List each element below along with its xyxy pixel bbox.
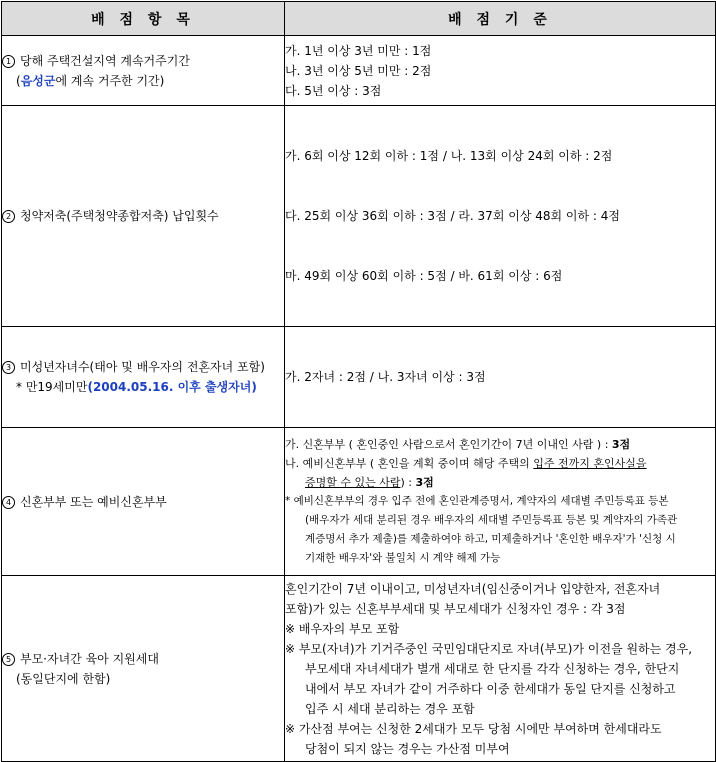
header-criteria: 배 점 기 준: [285, 2, 716, 36]
criteria-line: 입주 시 세대 분리하는 경우 포함: [305, 701, 475, 716]
newlywed-score: 3점: [611, 438, 631, 451]
row5-criteria: [285, 576, 716, 762]
row4-item: [2, 428, 285, 576]
row4-item-line1: 신혼부부 또는 예비신혼부부: [20, 494, 167, 509]
region-name: 음성군: [20, 73, 56, 88]
row3-criteria: [285, 327, 716, 428]
table-row: [2, 106, 716, 327]
criteria-line: 당첨이 되지 않는 경우는 가산점 미부여: [305, 741, 510, 756]
criteria-line: 나. 3년 이상 5년 미만 : 2점: [285, 63, 432, 78]
row2-criteria: [285, 106, 716, 327]
row2-item: [2, 106, 285, 327]
row3-item-line2-prefix: * 만19세미만: [16, 380, 88, 394]
newlywed-criteria: 가. 신혼부부 ( 혼인중인 사람으로서 혼인기간이 7년 이내인 사람 ) :: [285, 438, 612, 451]
num-badge: 4: [2, 496, 15, 509]
criteria-line: 가. 6회 이상 12회 이하 : 1점 / 나. 13회 이상 24회 이하 : 2점: [285, 149, 613, 163]
row1-item-line2-suffix: 에 계속 거주한 기간): [55, 73, 165, 88]
criteria-line: ※ 배우자의 부모 포함: [285, 621, 400, 636]
table-row: [2, 428, 716, 576]
prospective-condition-part2: 증명할 수 있는 사람: [305, 476, 401, 489]
criteria-line: 다. 25회 이상 36회 이하 : 3점 / 라. 37회 이상 48회 이하 : 4점: [285, 209, 620, 223]
row1-criteria: [285, 36, 716, 106]
row3-item: [2, 327, 285, 428]
criteria-line: 내에서 부모 자녀가 같이 거주하다 이중 한세대가 동일 단지를 신청하고: [305, 681, 676, 696]
row1-paren-open: (: [16, 73, 21, 88]
row5-item: [2, 576, 285, 762]
row3-item-line1: 미성년자녀수(태아 및 배우자의 전혼자녀 포함): [20, 360, 265, 374]
row1-item: [2, 36, 285, 106]
num-badge: 3: [2, 361, 15, 374]
num-badge: 1: [2, 55, 15, 68]
criteria-line: 다. 5년 이상 : 3점: [285, 83, 382, 98]
criteria-line: 가. 1년 이상 3년 미만 : 1점: [285, 43, 432, 58]
row2-item-line1: 청약저축(주택청약종합저축) 납입횟수: [20, 209, 219, 223]
num-badge: 2: [2, 210, 15, 223]
row5-item-line1: 부모·자녀간 육아 지원세대: [20, 651, 159, 666]
prospective-condition-part1: 입주 전까지 혼인사실을: [533, 457, 647, 470]
note-line: 기재한 배우자'와 불일치 시 계약 해제 가능: [305, 552, 501, 564]
criteria-line: 마. 49회 이상 60회 이하 : 5점 / 바. 61회 이상 : 6점: [285, 269, 563, 283]
scoring-table: [1, 1, 716, 762]
criteria-line: 포함)가 있는 신혼부부세대 및 부모세대가 신청자인 경우 : 각 3점: [285, 601, 626, 616]
criteria-line: 부모세대 자녀세대가 별개 세대로 한 단지를 각각 신청하는 경우, 한단지: [305, 661, 680, 676]
num-badge: 5: [2, 653, 15, 666]
table-header-row: [2, 2, 716, 36]
prospective-colon: ) :: [400, 476, 416, 489]
criteria-line: 가. 2자녀 : 2점 / 나. 3자녀 이상 : 3점: [285, 370, 486, 384]
table-row: [2, 576, 716, 762]
prospective-criteria: 나. 예비신혼부부 ( 혼인을 계획 중이며 해당 주택의: [285, 457, 534, 470]
criteria-line: 혼인기간이 7년 이내이고, 미성년자녀(임신중이거나 입양한자, 전혼자녀: [285, 581, 661, 596]
prospective-score: 3점: [415, 476, 434, 489]
birth-date-cutoff: (2004.05.16. 이후 출생자녀): [87, 380, 257, 394]
note-line: 계증명서 추가 제출)를 제출하여야 하고, 미제출하거나 '혼인한 배우자'가 '신청 시: [305, 533, 676, 545]
criteria-line: ※ 가산점 부여는 신청한 2세대가 모두 당첨 시에만 부여하며 한세대라도: [285, 721, 662, 736]
note-line: * 예비신혼부부의 경우 입주 전에 혼인관계증명서, 계약자의 세대별 주민등록표 등본: [285, 495, 669, 507]
criteria-line: ※ 부모(자녀)가 기거주중인 국민임대단지로 자녀(부모)가 이전을 원하는 경우,: [285, 641, 693, 656]
header-item: 배 점 항 목: [2, 2, 285, 36]
row5-item-line2: (동일단지에 한함): [16, 671, 111, 686]
note-line: (배우자가 세대 분리된 경우 배우자의 세대별 주민등록표 등본 및 계약자의 가족관: [305, 514, 678, 526]
row4-criteria: [285, 428, 716, 576]
table-row: [2, 36, 716, 106]
row1-item-line1: 당해 주택건설지역 계속거주기간: [20, 53, 190, 68]
table-row: [2, 327, 716, 428]
